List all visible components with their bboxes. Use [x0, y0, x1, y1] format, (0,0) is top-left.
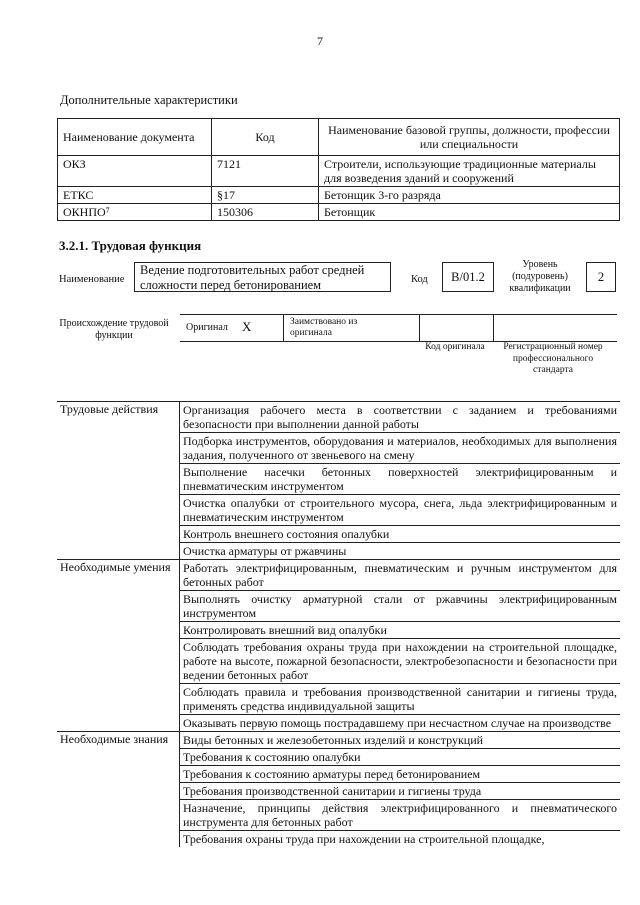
code-cell: 7121	[212, 156, 319, 187]
list-item: Требования охраны труда при нахождении на строительной площадке,	[180, 831, 621, 848]
registration-number-caption: Регистрационный номер профессионального стандарта	[503, 342, 603, 375]
name-cell: Строители, использующие традиционные материалы для возведения зданий и сооружений	[319, 156, 620, 187]
header-code: Код	[212, 119, 319, 156]
list-item: Работать электрифицированным, пневматическим и ручным инструментом для бетонных работ	[180, 560, 621, 591]
table-row	[57, 560, 620, 591]
list-item: Контролировать внешний вид опалубки	[180, 622, 621, 639]
section-label: Дополнительные характеристики	[60, 93, 238, 107]
list-item: Требования к состоянию арматуры перед бетонированием	[180, 766, 621, 783]
origin-row	[180, 314, 617, 342]
list-item: Очистка опалубки от строительного мусора, снега, льда электрифицированным и пневматическим инструментом	[180, 495, 621, 526]
list-item: Организация рабочего места в соответствии с заданием и требованиями безопасности при выполнении данной работы	[180, 402, 621, 433]
list-item: Требования производственной санитарии и гигиены труда	[180, 783, 621, 800]
additional-characteristics-table	[57, 118, 620, 221]
level-box: 2	[586, 262, 616, 292]
origin-original-cell	[180, 315, 284, 342]
name-cell: Бетонщик 3-го разряда	[319, 187, 620, 204]
list-item: Оказывать первую помощь пострадавшему при несчастном случае на производстве	[180, 715, 621, 732]
code-label: Код	[411, 274, 428, 285]
category-labor-actions: Трудовые действия	[57, 402, 180, 560]
doc-cell: ОКЗ	[58, 156, 212, 187]
list-item: Назначение, принципы действия электрифицированного и пневматического инструмента для бетонных работ	[180, 800, 621, 831]
category-required-skills: Необходимые умения	[57, 560, 180, 732]
origin-borrowed-cell	[284, 315, 420, 342]
list-item: Подборка инструментов, оборудования и материалов, необходимых для выполнения задания, полученного от звеньевого на смену	[180, 433, 621, 464]
table-header-row	[58, 119, 620, 156]
original-mark: X	[242, 319, 252, 334]
doc-cell: ЕТКС	[58, 187, 212, 204]
table-row	[58, 187, 620, 204]
list-item: Соблюдать правила и требования производственной санитарии и гигиены труда, применять средства индивидуальной защиты	[180, 684, 621, 715]
list-item: Выполнение насечки бетонных поверхностей электрифицированным и пневматическим инструментом	[180, 464, 621, 495]
code-cell: §17	[212, 187, 319, 204]
code-cell: 150306	[212, 204, 319, 221]
origin-label: Происхождение трудовой функции	[59, 318, 169, 341]
function-title: 3.2.1. Трудовая функция	[59, 238, 202, 253]
original-label: Оригинал	[186, 322, 228, 333]
table-row	[57, 732, 620, 749]
table-row	[58, 204, 620, 221]
category-required-knowledge: Необходимые знания	[57, 732, 180, 848]
borrowed-label: Заимствовано из оригинала	[290, 317, 358, 338]
list-item: Выполнять очистку арматурной стали от ржавчины электрифицированным инструментом	[180, 591, 621, 622]
name-cell: Бетонщик	[319, 204, 620, 221]
list-item: Контроль внешнего состояния опалубки	[180, 526, 621, 543]
list-item: Требования к состоянию опалубки	[180, 749, 621, 766]
doc-cell: ОКНПО⁷	[58, 204, 212, 221]
original-code-caption: Код оригинала	[425, 342, 485, 352]
function-name-box: Ведение подготовительных работ средней сложности перед бетонированием	[134, 262, 391, 292]
table-row	[58, 156, 620, 187]
header-document-name: Наименование документа	[58, 119, 212, 156]
labor-function-table	[57, 401, 620, 847]
header-group-name: Наименование базовой группы, должности, профессии или специальности	[319, 119, 620, 156]
list-item: Очистка арматуры от ржавчины	[180, 543, 621, 560]
list-item: Виды бетонных и железобетонных изделий и конструкций	[180, 732, 621, 749]
origin-code-cell	[420, 315, 494, 342]
page-number: 7	[317, 34, 323, 48]
level-label: Уровень (подуровень) квалификации	[509, 259, 571, 294]
table-row	[57, 402, 620, 433]
list-item: Соблюдать требования охраны труда при нахождении на строительной площадке, работе на высоте, пожарной безопасности, электробезопасности и безопасности при ведении бетонных работ	[180, 639, 621, 684]
name-label: Наименование	[59, 274, 125, 285]
function-code-box: B/01.2	[442, 262, 494, 292]
